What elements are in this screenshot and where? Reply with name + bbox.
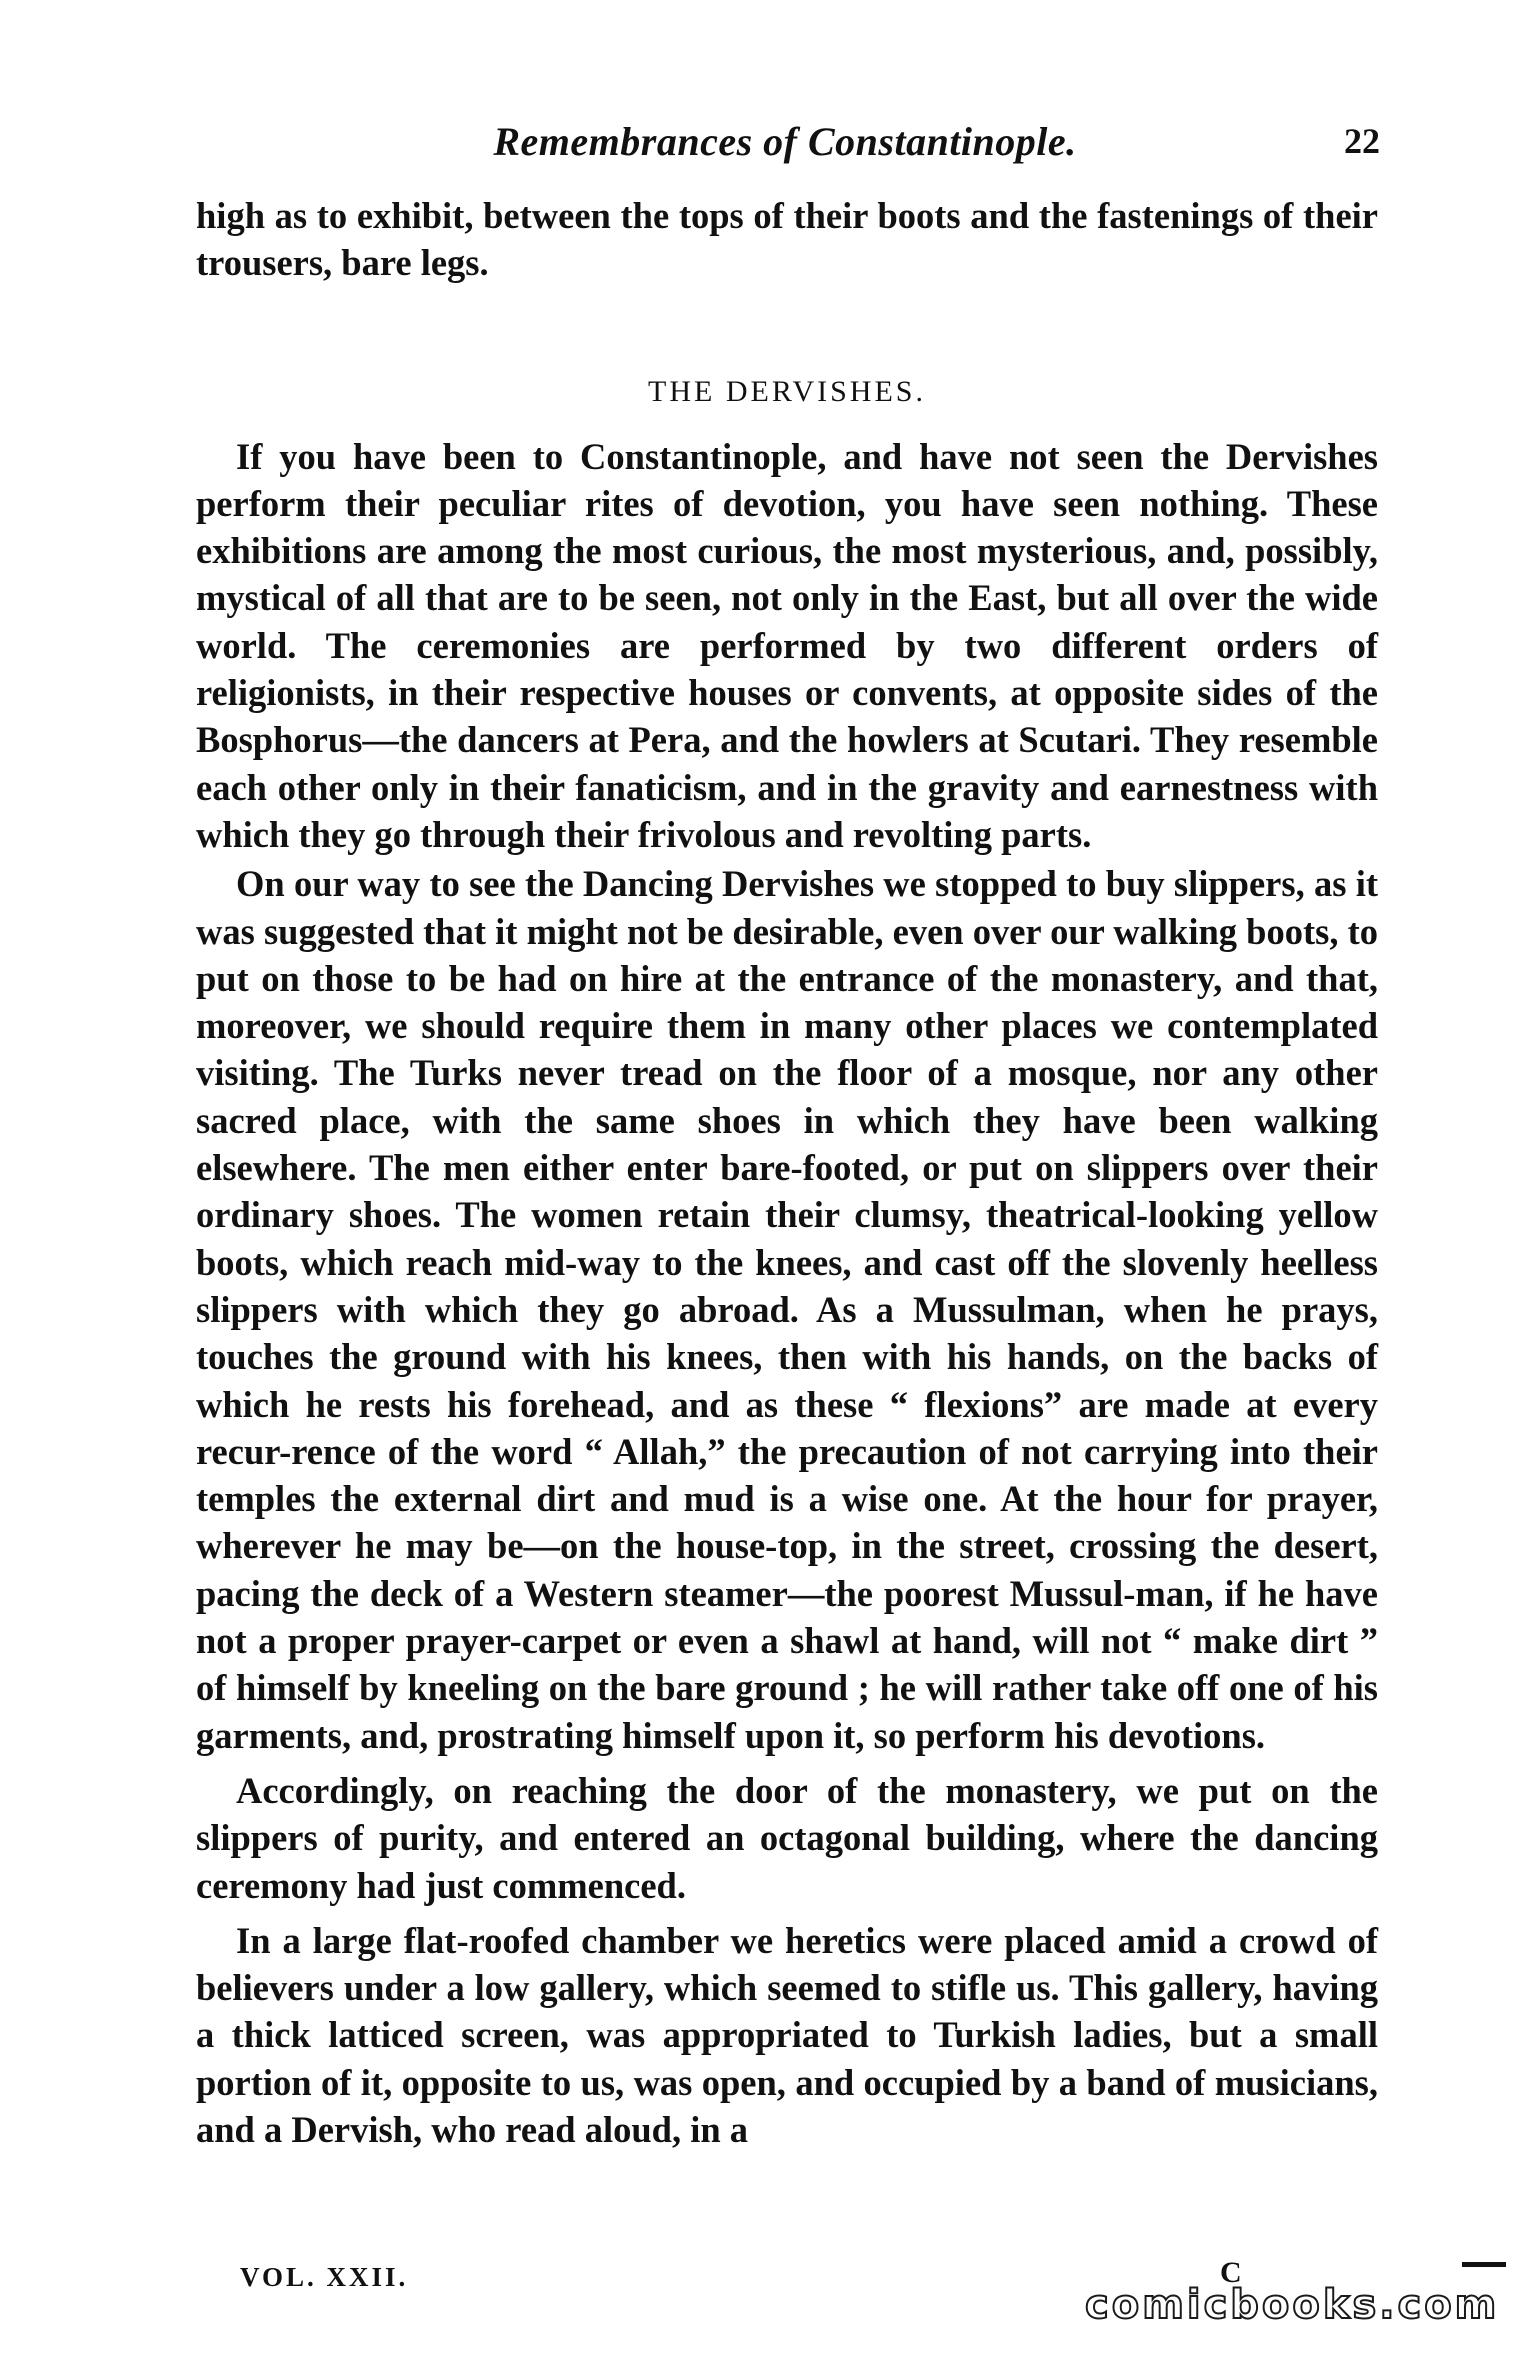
page-number: 22 (1344, 121, 1380, 161)
running-title: Remembrances of Constantinople. (493, 119, 1077, 164)
paragraph-1: If you have been to Constantinople, and have not seen the Dervishes perform their peculiar rites of devotion, you have seen nothing. These exhibitions are among the most curious, the most mysterious, and, possibly, mystical of all that are to be seen, not only in the East, but all over the wide world. The ceremonies are performed by two different orders of religionists, in their respective houses or convents, at opposite sides of the Bosphorus—the dancers at Pera, and the howlers at Scutari. They resemble each other only in their fanaticism, and in the gravity and earnestness with which they go through their frivolous and revolting parts. (196, 435, 1378, 855)
volume-signature: VOL. XXII. (240, 2262, 409, 2292)
watermark: comicbooks.com (1085, 2282, 1500, 2328)
paragraph-2: On our way to see the Dancing Dervishes we stopped to buy slippers, as it was suggested that it might not be desirable, even over our walking boots, to put on those to be had on hire at the entrance of the monastery, and that, moreover, we should require them in many other places we contemplated visiting. The Turks never tread on the floor of a mosque, nor any other sacred place, with the same shoes in which they have been walking elsewhere. The men either enter bare-footed, or put on slippers over their ordinary shoes. The women retain their clumsy, theatrical-looking yellow boots, which reach mid-way to the knees, and cast off the slovenly heelless slippers with which they go abroad. As a Mussulman, when he prays, touches the ground with his knees, then with his hands, on the backs of which he rests his forehead, and as these “ flexions” are made at every recur-rence of the word “ Allah,” the precaution of not carrying into their temples the external dirt and mud is a wise one. At the hour for prayer, wherever he may be—on the house-top, in the street, crossing the desert, pacing the deck of a Western steamer—the poorest Mussul-man, if he have not a proper prayer-carpet or even a shawl at hand, will not “ make dirt ” of himself by kneeling on the bare ground ; he will rather take off one of his garments, and, prostrating himself upon it, so perform his devotions. (196, 863, 1378, 1756)
paragraph-4: In a large flat-roofed chamber we heretics were placed amid a crowd of believers under a low gallery, which seemed to stifle us. This gallery, having a thick latticed screen, was appropriated to Turkish ladies, but a small portion of it, opposite to us, was open, and occupied by a band of musicians, and a Dervish, who read aloud, in a (196, 1919, 1378, 2150)
signature-mark: C (1220, 2256, 1242, 2289)
page-body (196, 192, 1378, 2153)
section-title: THE DERVISHES. (648, 374, 926, 408)
catchword-dash (1462, 2262, 1506, 2267)
page-header (190, 118, 1380, 168)
paragraph-3: Accordingly, on reaching the door of the monastery, we put on the slippers of purity, and entered an octagonal building, where the dancing ceremony had just commenced. (196, 1769, 1378, 1906)
continuation-paragraph: high as to exhibit, between the tops of their boots and the fastenings of their trousers, bare legs. (196, 195, 1378, 284)
